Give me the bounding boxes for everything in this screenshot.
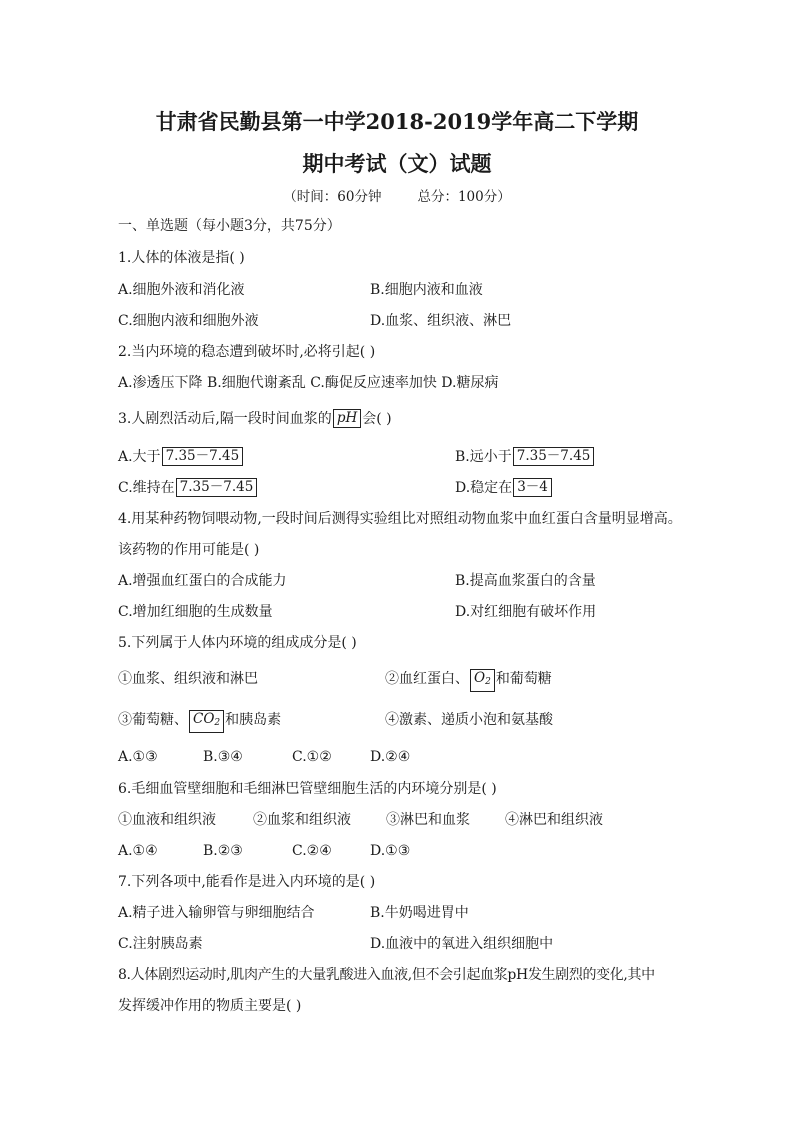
q4-stem-line2: 该药物的作用可能是( ) [118, 542, 260, 558]
q1-option-a: A.细胞外液和消化液 [118, 282, 245, 298]
q7-option-c: C.注射胰岛素 [118, 936, 203, 952]
q3-option-d: D.稳定在 3－4 [455, 478, 553, 498]
q6-item-4: ④淋巴和组织液 [505, 812, 603, 828]
q1-option-b: B.细胞内液和血液 [370, 282, 483, 298]
q1-option-c: C.细胞内液和细胞外液 [118, 313, 259, 329]
exam-meta [0, 185, 794, 205]
q4-stem-line1: 4.用某种药物饲喂动物,一段时间后测得实验组比对照组动物血浆中血红蛋白含量明显增高。 [118, 511, 682, 527]
q6-option-c: C.②④ [292, 843, 332, 859]
q5-option-b: B.③④ [203, 749, 243, 765]
q3-option-c: C.维持在 7.35－7.45 [118, 478, 258, 498]
q3-stem: 3.人剧烈活动后,隔一段时间血浆的 pH 会( ) [118, 410, 392, 427]
q4-option-d: D.对红细胞有破坏作用 [455, 604, 597, 620]
q8-stem-line2: 发挥缓冲作用的物质主要是( ) [118, 998, 302, 1014]
exam-time: （时间：60分钟 [283, 189, 382, 205]
q4-option-c: C.增加红细胞的生成数量 [118, 604, 273, 620]
q7-stem: 7.下列各项中,能看作是进入内环境的是( ) [118, 874, 376, 890]
exam-title-line1: 甘肃省民勤县第一中学2018-2019学年高二下学期 [155, 109, 639, 134]
range-box: 7.35－7.45 [162, 447, 244, 466]
q5-item-2: ②血红蛋白、 $O_2$ 和葡萄糖 [385, 669, 552, 692]
q5-item-3: ③葡萄糖、 $CO_2$ 和胰岛素 [118, 710, 281, 733]
q7-option-d: D.血液中的氧进入组织细胞中 [370, 936, 554, 952]
range-box: 7.35－7.45 [513, 447, 595, 466]
q7-option-b: B.牛奶喝进胃中 [370, 905, 469, 921]
q6-option-b: B.②③ [203, 843, 243, 859]
o2-formula-box: $O_2$ [470, 669, 495, 692]
q8-stem-line1: 8.人体剧烈运动时,肌肉产生的大量乳酸进入血液,但不会引起血浆pH发生剧烈的变化,其中 [118, 967, 655, 983]
q6-item-2: ②血浆和组织液 [253, 812, 351, 828]
q5-stem: 5.下列属于人体内环境的组成成分是( ) [118, 635, 357, 651]
q3-option-b: B.远小于 7.35－7.45 [455, 447, 595, 467]
range-box: 3－4 [513, 478, 552, 497]
q5-item-4: ④激素、递质小泡和氨基酸 [385, 712, 553, 728]
q3-option-a: A.大于 7.35－7.45 [118, 447, 244, 467]
section-heading: 一、单选题（每小题3分，共75分） [118, 218, 341, 234]
q6-stem: 6.毛细血管壁细胞和毛细淋巴管壁细胞生活的内环境分别是( ) [118, 781, 497, 797]
q2-stem: 2.当内环境的稳态遭到破坏时,必将引起( ) [118, 344, 376, 360]
q5-option-d: D.②④ [370, 749, 411, 765]
range-box: 7.35－7.45 [176, 478, 258, 497]
co2-formula-box: $CO_2$ [189, 710, 224, 733]
q1-stem: 1.人体的体液是指( ) [118, 250, 245, 266]
q6-item-1: ①血液和组织液 [118, 812, 216, 828]
exam-title-line2: 期中考试（文）试题 [302, 151, 492, 176]
q5-item-1: ①血浆、组织液和淋巴 [118, 671, 258, 687]
q7-option-a: A.精子进入输卵管与卵细胞结合 [118, 905, 315, 921]
q6-option-d: D.①③ [370, 843, 411, 859]
q2-options: A.渗透压下降 B.细胞代谢紊乱 C.酶促反应速率加快 D.糖尿病 [118, 375, 499, 391]
q6-item-3: ③淋巴和血浆 [386, 812, 470, 828]
q1-option-d: D.血浆、组织液、淋巴 [370, 313, 512, 329]
q6-option-a: A.①④ [118, 843, 158, 859]
q4-option-b: B.提高血浆蛋白的含量 [455, 573, 596, 589]
q4-option-a: A.增强血红蛋白的合成能力 [118, 573, 287, 589]
ph-formula-box: pH [333, 409, 361, 428]
exam-score: 总分：100分） [417, 189, 511, 205]
q5-option-c: C.①② [292, 749, 332, 765]
q5-option-a: A.①③ [118, 749, 158, 765]
